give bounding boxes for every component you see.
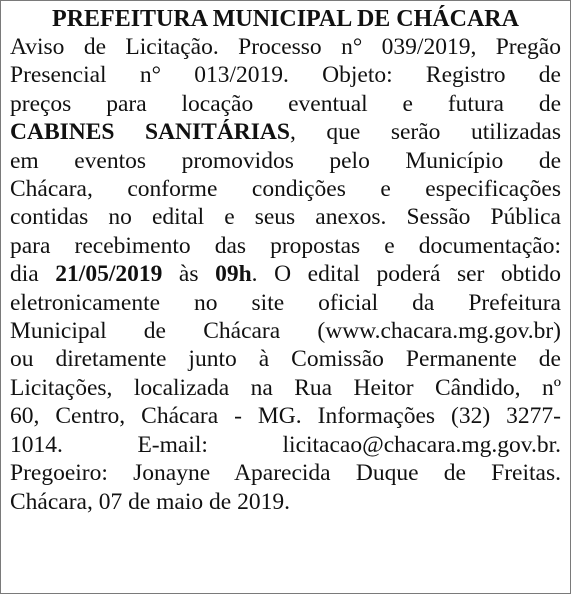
notice-emphasis: 21/05/2019 [55, 261, 163, 288]
notice-line [10, 118, 561, 146]
notice-text: 60, Centro, Chácara - MG. Informações (32) 3277- [10, 403, 561, 430]
notice-line [10, 90, 561, 118]
notice-line [10, 431, 561, 459]
notice-text: Presencial n° 013/2019. Objeto: Registro de [10, 62, 561, 89]
notice-text: 1014. E-mail: licitacao@chacara.mg.gov.br. [10, 431, 561, 458]
notice-text: para recebimento das propostas e documentação: [10, 232, 561, 259]
notice-text: em eventos promovidos pelo Município de [10, 147, 561, 174]
notice-text: , que serão utilizadas [289, 119, 561, 146]
notice-text: eletronicamente no site oficial da Prefeitura [10, 289, 561, 316]
notice-line [10, 402, 561, 430]
notice-emphasis: CABINES SANITÁRIAS [10, 119, 290, 146]
notice-text: Licitações, localizada na Rua Heitor Cândido, nº [10, 374, 561, 401]
notice-line [10, 260, 561, 288]
notice-text: Chácara, 07 de maio de 2019. [10, 488, 290, 515]
notice-line [10, 33, 561, 61]
notice-line [10, 345, 561, 373]
notice-body [10, 33, 561, 516]
notice-text: Pregoeiro: Jonayne Aparecida Duque de Freitas. [10, 460, 561, 487]
notice-line [10, 289, 561, 317]
notice-line [10, 61, 561, 89]
notice-text: ou diretamente junto à Comissão Permanente de [10, 346, 561, 373]
notice-line [10, 374, 561, 402]
notice-emphasis: 09h [215, 261, 252, 288]
notice-text: Municipal de Chácara (www.chacara.mg.gov.br) [10, 318, 561, 345]
notice-line [10, 147, 561, 175]
notice-line [10, 203, 561, 231]
notice-line [10, 317, 561, 345]
notice-text: . O edital poderá ser obtido [251, 261, 561, 288]
notice-line [10, 488, 561, 516]
notice-line [10, 459, 561, 487]
notice-line [10, 175, 561, 203]
notice-title: PREFEITURA MUNICIPAL DE CHÁCARA [52, 6, 519, 32]
notice-text: contidas no edital e seus anexos. Sessão Pública [10, 204, 561, 231]
notice-text: às [162, 261, 216, 288]
notice-text: Aviso de Licitação. Processo n° 039/2019, Pregão [10, 34, 561, 60]
notice-text: preços para locação eventual e futura de [10, 90, 561, 117]
notice-text: Chácara, conforme condições e especificações [10, 176, 561, 203]
notice-text: dia [10, 261, 56, 288]
notice-line [10, 232, 561, 260]
